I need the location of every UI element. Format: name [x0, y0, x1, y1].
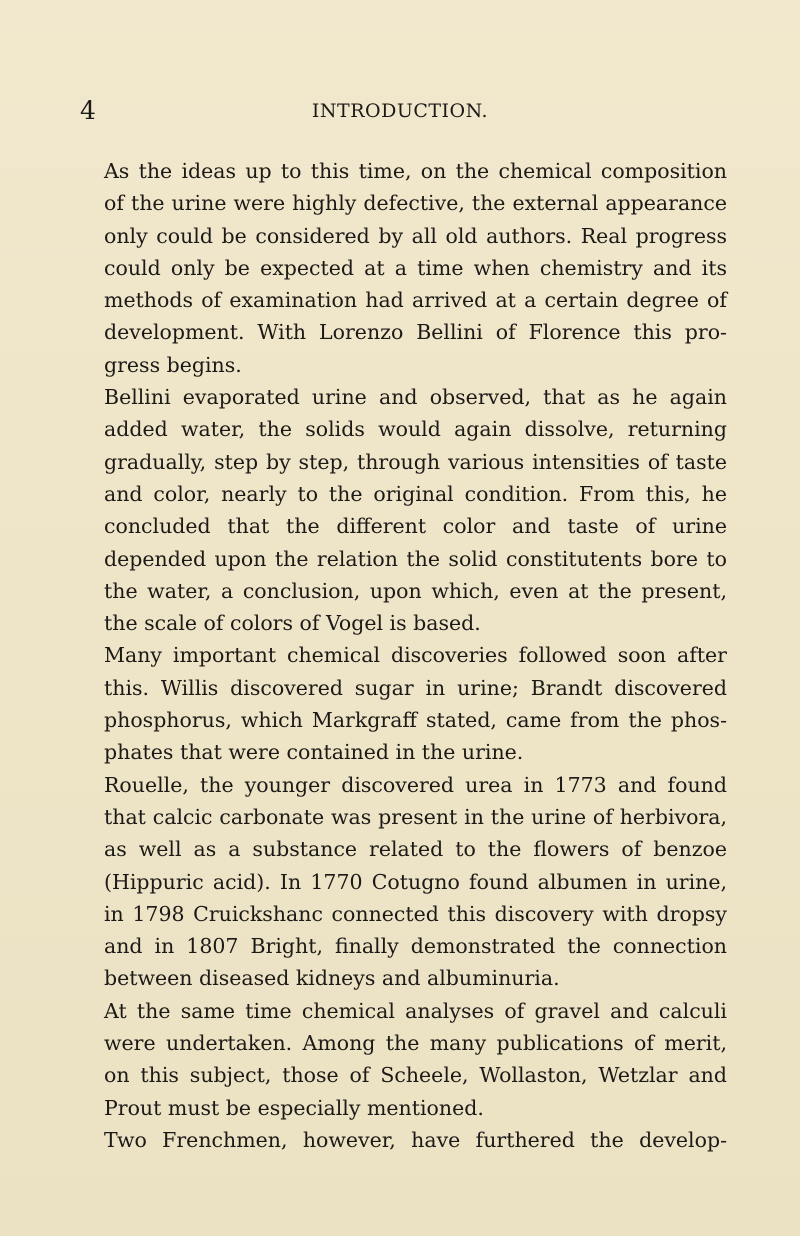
text-line: gress begins.: [104, 352, 242, 377]
text-line: development. With Lorenzo Bellini of Florence this pro-: [104, 320, 727, 345]
page-number: 4: [80, 96, 96, 125]
text-line: this. Willis discovered sugar in urine; Brandt discovered: [104, 675, 727, 700]
text-line: the scale of colors of Vogel is based.: [104, 611, 481, 636]
text-line: between diseased kidneys and albuminuria.: [104, 966, 560, 991]
text-line: the water, a conclusion, upon which, even at the present,: [104, 578, 727, 603]
paragraph: [80, 995, 727, 1124]
text-line: (Hippuric acid). In 1770 Cotugno found albumen in urine,: [104, 869, 727, 894]
text-line: added water, the solids would again dissolve, returning: [104, 417, 727, 442]
text-line: Two Frenchmen, however, have furthered the develop-: [104, 1127, 727, 1152]
text-line: phates that were contained in the urine.: [104, 740, 524, 765]
paragraph: [80, 769, 727, 995]
text-line: and in 1807 Bright, finally demonstrated the connection: [104, 934, 727, 959]
text-line: in 1798 Cruickshanc connected this discovery with dropsy: [104, 901, 727, 926]
text-line: gradually, step by step, through various intensities of taste: [104, 449, 727, 474]
text-line: of the urine were highly defective, the external appearance: [104, 191, 727, 216]
body-text: [80, 155, 727, 1156]
text-line: that calcic carbonate was present in the urine of herbivora,: [104, 804, 727, 829]
text-line: as well as a substance related to the flowers of benzoe: [104, 837, 727, 862]
text-line: on this subject, those of Scheele, Wollaston, Wetzlar and: [104, 1063, 727, 1088]
text-line: methods of examination had arrived at a certain degree of: [104, 288, 727, 313]
running-title: INTRODUCTION.: [311, 100, 489, 122]
text-line: As the ideas up to this time, on the chemical composition: [104, 159, 727, 183]
text-line: were undertaken. Among the many publications of merit,: [104, 1031, 727, 1056]
text-line: concluded that the different color and taste of urine: [104, 514, 727, 539]
paragraph: [80, 639, 727, 768]
text-line: could only be expected at a time when chemistry and its: [104, 255, 727, 280]
paragraph: [80, 381, 727, 639]
text-line: Bellini evaporated urine and observed, that as he again: [104, 385, 727, 410]
text-line: only could be considered by all old authors. Real progress: [104, 223, 727, 248]
paragraph: [80, 1124, 727, 1156]
text-line: phosphorus, which Markgraff stated, came from the phos-: [104, 708, 727, 733]
text-line: At the same time chemical analyses of gravel and calculi: [104, 998, 727, 1023]
paragraph: [80, 155, 727, 381]
text-line: depended upon the relation the solid constitutents bore to: [104, 546, 727, 571]
text-line: Many important chemical discoveries followed soon after: [104, 643, 727, 668]
text-line: Prout must be especially mentioned.: [104, 1095, 484, 1120]
text-line: Rouelle, the younger discovered urea in 1773 and found: [104, 772, 727, 797]
text-line: and color, nearly to the original condition. From this, he: [104, 481, 727, 506]
